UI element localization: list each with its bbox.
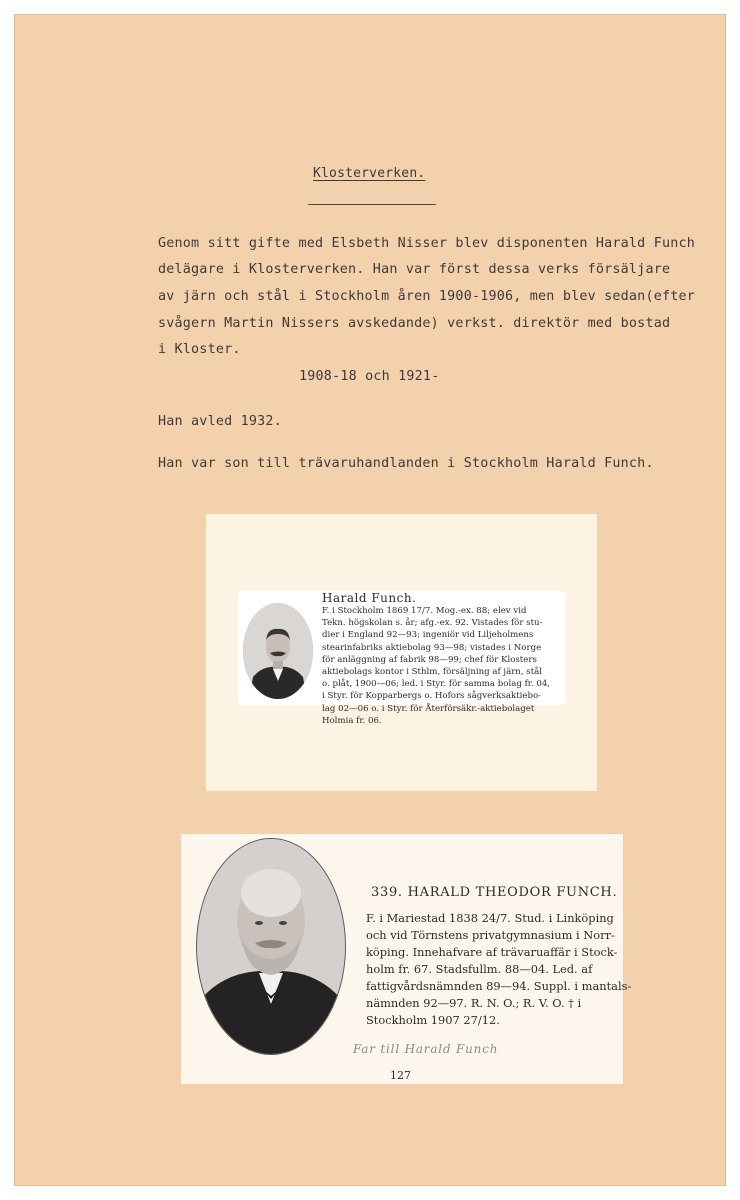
title-underline (308, 204, 436, 205)
card2-bio-line: holm fr. 67. Stadsfullm. 88—04. Led. af (366, 962, 593, 976)
handwritten-note: Far till Harald Funch (353, 1042, 499, 1056)
paragraph-line-4: svågern Martin Nissers avskedande) verkst. direktör med bostad (158, 316, 671, 331)
paragraph-line-2: delägare i Klosterverken. Han var först dessa verks försäljare (158, 262, 671, 277)
card1-bio-line: Tekn. högskolan s. år; afg.-ex. 92. Vistades för stu- (322, 618, 543, 629)
death-line: Han avled 1932. (158, 414, 282, 429)
card1-bio-line: aktiebolags kontor i Sthlm, försäljning af järn, stål (322, 667, 543, 678)
paragraph-line-1: Genom sitt gifte med Elsbeth Nisser blev disponenten Harald Funch (158, 236, 696, 251)
page-number: 127 (390, 1069, 411, 1082)
card2-bio-line: nämnden 92—97. R. N. O.; R. V. O. † i (366, 996, 582, 1010)
portrait-photo-harald-funch (243, 603, 313, 699)
card1-bio-line: Holmia fr. 06. (322, 715, 382, 726)
card1-biography (322, 605, 560, 727)
years-line: 1908-18 och 1921- (299, 369, 440, 384)
paragraph-line-5: i Kloster. (158, 342, 241, 357)
card2-bio-line: köping. Innehafvare af trävaruaffär i Stock- (366, 945, 618, 959)
card2-bio-line: Stockholm 1907 27/12. (366, 1013, 500, 1027)
card1-bio-line: i Styr. för Kopparbergs o. Hofors sågverksaktiebo- (322, 691, 542, 702)
card2-bio-line: och vid Törnstens privatgymnasium i Norr- (366, 928, 615, 942)
paragraph-line-3: av järn och stål i Stockholm åren 1900-1906, men blev sedan(efter (158, 289, 696, 304)
card1-bio-line: lag 02—06 o. i Styr. för Återförsäkr.-aktiebolaget (322, 703, 535, 714)
card2-biography (366, 910, 632, 1029)
portrait-photo-harald-theodor-funch (196, 838, 346, 1055)
document-title: Klosterverken. (313, 166, 426, 181)
card1-bio-line: dier i England 92—93; ingeniör vid Liljeholmens (322, 630, 534, 641)
son-line: Han var son till trävaruhandlanden i Stockholm Harald Funch. (158, 456, 654, 471)
card2-bio-line: F. i Mariestad 1838 24/7. Stud. i Linköping (366, 911, 614, 925)
card1-bio-line: för anläggning af fabrik 98—99; chef för Klosters (322, 654, 537, 665)
card2-person-name: 339. HARALD THEODOR FUNCH. (371, 885, 618, 900)
card1-person-name: Harald Funch. (322, 591, 417, 605)
card1-bio-line: F. i Stockholm 1869 17/7. Mog.-ex. 88; elev vid (322, 606, 527, 616)
card1-bio-line: o. plåt, 1900—06; led. i Styr. för samma bolag fr. 04, (322, 679, 551, 690)
card1-bio-line: stearinfabriks aktiebolag 93—98; vistades i Norge (322, 642, 542, 653)
card2-bio-line: fattigvårdsnämnden 89—94. Suppl. i mantals- (366, 979, 632, 993)
